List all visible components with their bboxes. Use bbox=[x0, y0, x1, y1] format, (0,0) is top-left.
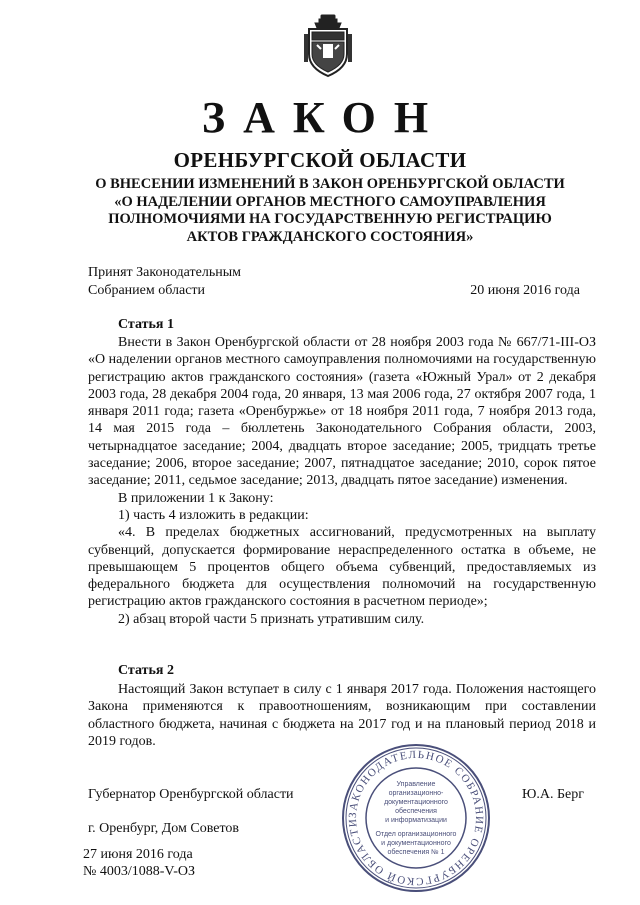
adoption-line-2: Собранием области bbox=[88, 283, 206, 298]
article-1-body bbox=[88, 334, 596, 628]
stamp-inner-line: обеспечения № 1 bbox=[387, 849, 445, 856]
article-1-quote: «4. В пределах бюджетных ассигнований, предусмотренных на выплату субвенций, допускается формирование нераспределенного остатка в объеме, не превышающем 5 процентов общего объема субвенций, предоставляемых из федерального бюджета для осуществления полномочий на государственную регистрацию актов гражданского состояния в расчетном периоде»; bbox=[88, 525, 596, 610]
signer-position: Губернатор Оренбургской области bbox=[88, 787, 294, 802]
orenburg-coat-of-arms-icon bbox=[303, 14, 353, 78]
subtitle-line: ПОЛНОМОЧИЯМИ НА ГОСУДАРСТВЕННУЮ РЕГИСТРАЦИЮ bbox=[108, 211, 552, 228]
signing-details bbox=[83, 846, 195, 880]
article-1-item-2: 2) абзац второй части 5 признать утратившим силу. bbox=[118, 611, 425, 627]
adoption-date: 20 июня 2016 года bbox=[470, 283, 580, 298]
signing-date: 27 июня 2016 года bbox=[83, 847, 193, 862]
stamp-inner-line: Управление bbox=[396, 781, 436, 788]
law-subtitle bbox=[70, 176, 590, 246]
article-2-text: Настоящий Закон вступает в силу с 1 января 2017 года. Положения настоящего Закона применяются к правоотношениям, возникающим при составлении областного бюджета, начиная с бюджета на 2017 год и на плановый период 2018 и 2019 годов. bbox=[88, 682, 596, 749]
law-title: ЗАКОН bbox=[201, 93, 447, 142]
article-1-appendix: В приложении 1 к Закону: bbox=[118, 490, 274, 506]
article-2-body bbox=[88, 681, 596, 750]
stamp-inner-line: Отдел организационного bbox=[375, 831, 457, 838]
article-1-heading: Статья 1 bbox=[118, 317, 174, 332]
stamp-ring-text: ЗАКОНОДАТЕЛЬНОЕ СОБРАНИЕ ОРЕНБУРГСКОЙ ОБЛАСТИ bbox=[346, 748, 486, 888]
adoption-info bbox=[88, 264, 241, 300]
article-2-heading: Статья 2 bbox=[118, 663, 174, 678]
stamp-inner-line: организационно- bbox=[388, 790, 444, 797]
stamp-inner-line: и информатизации bbox=[385, 817, 447, 824]
region-title: ОРЕНБУРГСКОЙ ОБЛАСТИ bbox=[173, 148, 467, 172]
article-1-intro: Внести в Закон Оренбургской области от 28 ноября 2003 года № 667/71-III-ОЗ «О наделении органов местного самоуправления полномочиями на государственную регистрацию актов гражданского состояния» (газета «Южный Урал» от 2 декабря 2003 года, 28 декабря 2004 года, 20 января, 13 мая 2006 года, 27 октября 2007 года, 1 января 2011 года; газета «Оренбуржье» от 18 ноября 2011 года, 7 ноября 2013 года, 14 мая 2015 года – бюллетень Законодательного Собрания области, 2003, четырнадцатое заседание; 2004, двадцать второе заседание; 2005, тридцать третье заседание; 2006, второе заседание; 2007, пятнадцатое заседание; 2010, сорок пятое заседание; 2011, седьмое заседание; 2013, двадцать пятое заседание) изменения. bbox=[88, 335, 596, 489]
law-number: № 4003/1088-V-ОЗ bbox=[83, 864, 196, 879]
signing-place: г. Оренбург, Дом Советов bbox=[88, 821, 239, 836]
adoption-line-1: Принят Законодательным bbox=[88, 265, 241, 280]
subtitle-line: «О НАДЕЛЕНИИ ОРГАНОВ МЕСТНОГО САМОУПРАВЛЕНИЯ bbox=[114, 193, 546, 210]
official-stamp bbox=[340, 742, 492, 894]
stamp-inner-line: документационного bbox=[384, 799, 448, 806]
article-1-item-1: 1) часть 4 изложить в редакции: bbox=[118, 507, 309, 523]
signer-name: Ю.А. Берг bbox=[522, 787, 584, 802]
subtitle-line: О ВНЕСЕНИИ ИЗМЕНЕНИЙ В ЗАКОН ОРЕНБУРГСКОЙ ОБЛАСТИ bbox=[95, 176, 565, 192]
stamp-inner-line: обеспечения bbox=[395, 808, 437, 815]
stamp-inner-line: и документационного bbox=[381, 840, 451, 847]
subtitle-line: АКТОВ ГРАЖДАНСКОГО СОСТОЯНИЯ» bbox=[186, 228, 474, 245]
